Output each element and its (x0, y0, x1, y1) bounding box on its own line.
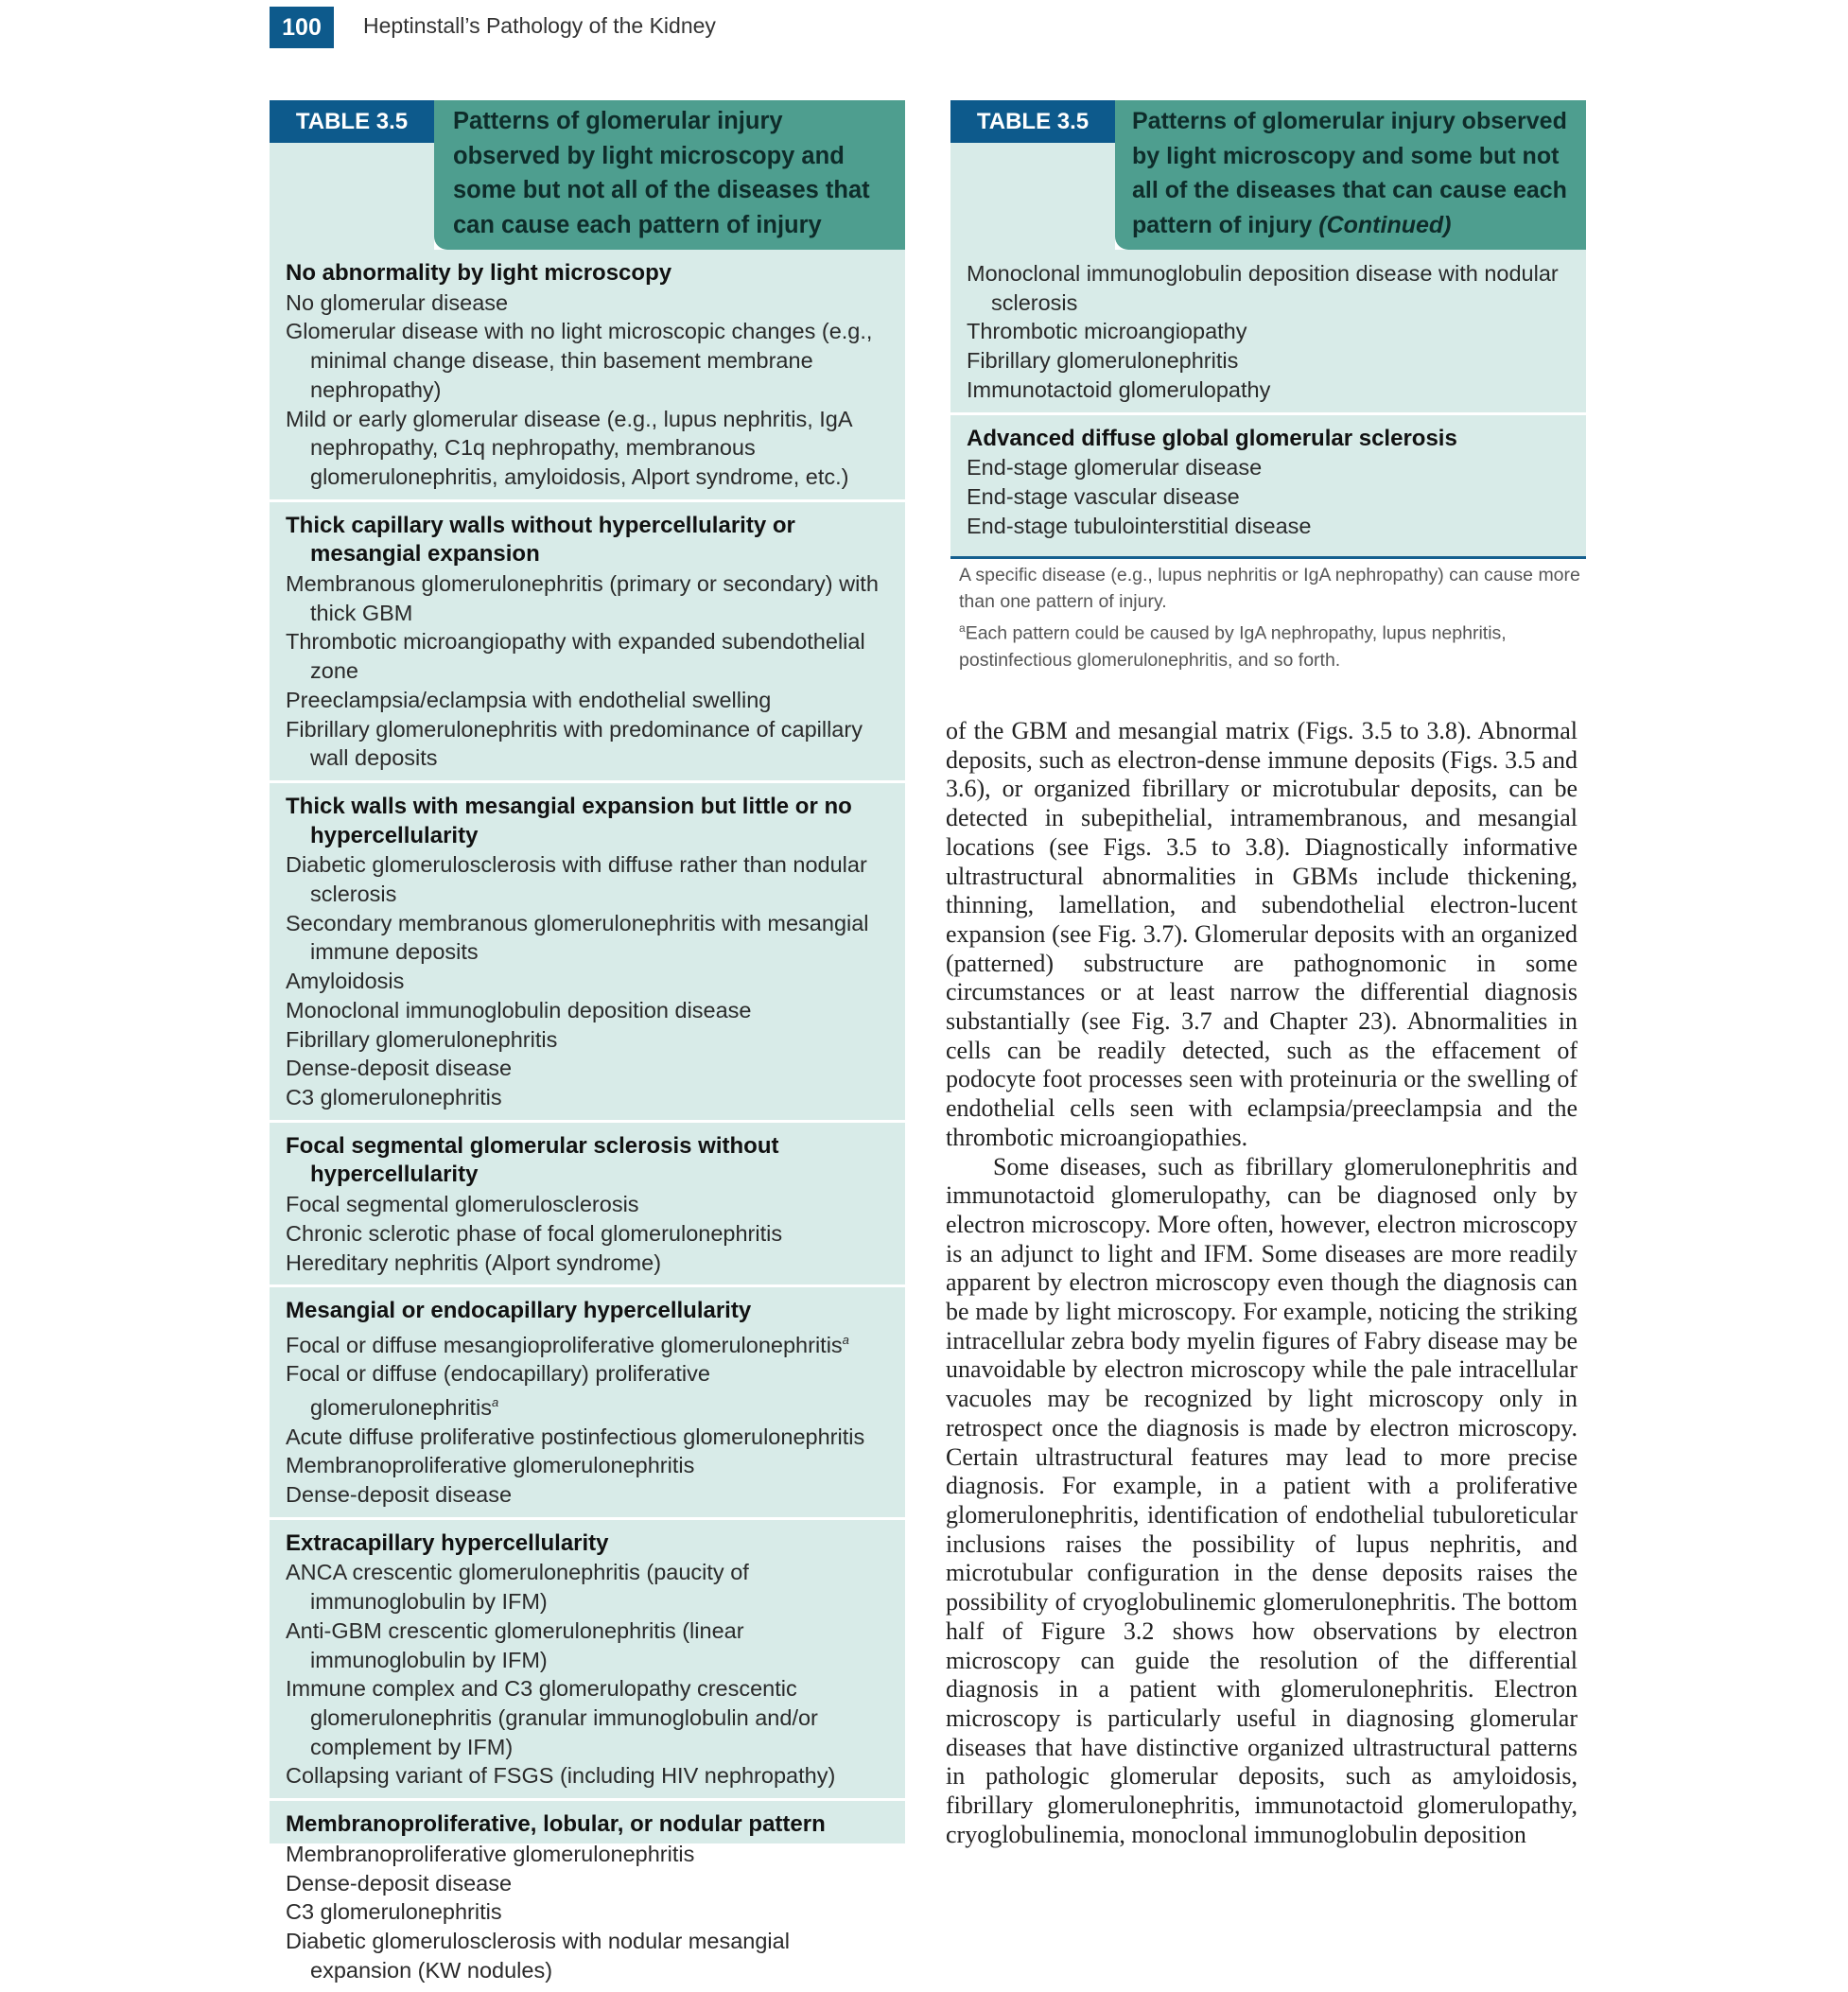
table-section (270, 1520, 905, 1801)
section-item: End-stage tubulointerstitial disease (967, 513, 1312, 538)
footnote: A specific disease (e.g., lupus nephritis or IgA nephropathy) can cause more than one pattern of injury. (959, 565, 1580, 612)
table-section (270, 1123, 905, 1288)
section-heading: Thick capillary walls without hypercellularity or mesangial expansion (286, 512, 795, 568)
paragraph: Some diseases, such as fibrillary glomerulonephritis and immunotactoid glomerulopathy, can be diagnosed only by electron microscopy. More often, however, electron microscopy is an adjunct to light and IFM. Some diseases are more readily apparent by electron microscopy even though the diagnosis can be made by light microscopy. For example, noticing the striking intracellular zebra body myelin figures of Fabry disease may be unavoidable by electron microscopy while the pale intracellular vacuoles may be recognized by light microscopy only in retrospect once the diagnosis is made by electron microscopy. Certain ultrastructural features may lead to more precise diagnosis. For example, in a patient with a proliferative glomerulonephritis, identification of endothelial tubuloreticular inclusions raises the possibility of lupus nephritis, and microtubular configuration in the dense deposits raises the possibility of cryoglobulinemic glomerulonephritis. The bottom half of Figure 3.2 shows how observations by electron microscopy can guide the resolution of the differential diagnosis in a patient with glomerulonephritis. Electron microscopy is particularly useful in diagnosing glomerular diseases that have distinctive organized ultrastructural patterns in pathologic glomerular deposits, such as amyloidosis, fibrillary glomerulonephritis, immunotactoid glomerulopathy, cryoglobulinemia, monoclonal immunoglobulin deposition (946, 1152, 1578, 1848)
table-section (270, 502, 905, 783)
table-footnotes (959, 562, 1583, 673)
footnote-marker: a (842, 1332, 849, 1347)
section-item: ANCA crescentic glomerulonephritis (paucity of immunoglobulin by IFM) (286, 1560, 749, 1615)
table-section (270, 1801, 905, 1992)
section-item: Diabetic glomerulosclerosis with nodular mesangial expansion (KW nodules) (286, 1928, 790, 1983)
table-left (270, 100, 905, 1983)
continued-label: (Continued) (1318, 211, 1452, 238)
paragraph: of the GBM and mesangial matrix (Figs. 3.5 to 3.8). Abnormal deposits, such as electron-dense immune deposits (Figs. 3.5 and 3.6), or organized fibrillary or microtubular deposits, can be detected in subepithelial, intramembranous, and mesangial locations (see Figs. 3.5 to 3.8). Diagnostically informative ultrastructural abnormalities in GBMs include thickening, thinning, lamellation, and subendothelial electron-lucent expansion (see Fig. 3.7). Glomerular deposits with an organized (patterned) substructure are pathognomonic in some circumstances or at least narrow the differential diagnosis substantially (see Fig. 3.7 and Chapter 23). Abnormalities in cells can be readily detected, such as the effacement of podocyte foot processes seen with proteinuria or the swelling of endothelial cells seen with eclampsia/preeclampsia and the thrombotic microangiopathies. (946, 717, 1578, 1151)
section-item: Membranoproliferative glomerulonephritis (286, 1453, 695, 1478)
section-item: Glomerular disease with no light microscopic changes (e.g., minimal change disease, thin basement membrane nephropathy) (286, 319, 873, 402)
section-item: Fibrillary glomerulonephritis (286, 1026, 558, 1052)
section-heading: Advanced diffuse global glomerular sclerosis (967, 425, 1457, 451)
section-item: Hereditary nephritis (Alport syndrome) (286, 1249, 662, 1275)
section-item: Monoclonal immunoglobulin deposition disease with nodular sclerosis (967, 261, 1559, 315)
page-number: 100 (270, 7, 334, 48)
section-item: Fibrillary glomerulonephritis with predominance of capillary wall deposits (286, 716, 863, 771)
section-item: Monoclonal immunoglobulin deposition disease (286, 997, 752, 1022)
section-item: End-stage vascular disease (967, 483, 1240, 509)
section-item: C3 glomerulonephritis (286, 1899, 502, 1925)
footnote-marker: a (492, 1395, 499, 1410)
section-item: Immune complex and C3 glomerulopathy crescentic glomerulonephritis (granular immunoglobulin and/or complement by IFM) (286, 1676, 818, 1759)
table-right (950, 100, 1586, 559)
table-caption: Patterns of glomerular injury observed by light microscopy and some but not all of the diseases that can cause each pattern of injury (434, 100, 905, 250)
section-heading: Thick walls with mesangial expansion but little or no hypercellularity (286, 793, 852, 848)
section-item: Thrombotic microangiopathy (967, 319, 1247, 344)
section-item: Membranoproliferative glomerulonephritis (286, 1841, 695, 1866)
section-item: Preeclampsia/eclampsia with endothelial swelling (286, 687, 772, 712)
table-caption: Patterns of glomerular injury observed by light microscopy and some but not all of the diseases that can cause each pattern of injury (Continued) (1115, 100, 1586, 250)
section-item: Dense-deposit disease (286, 1870, 513, 1896)
table-section (270, 783, 905, 1123)
section-heading: Membranoproliferative, lobular, or nodular pattern (286, 1811, 826, 1838)
footnote-marker: a (959, 621, 966, 635)
section-item: Chronic sclerotic phase of focal glomerulonephritis (286, 1220, 783, 1246)
running-title: Heptinstall’s Pathology of the Kidney (363, 13, 716, 38)
table-section (270, 1287, 905, 1520)
section-item: Acute diffuse proliferative postinfectious glomerulonephritis (286, 1424, 865, 1449)
table-label: TABLE 3.5 (950, 100, 1115, 143)
table-label: TABLE 3.5 (270, 100, 434, 143)
table-header (950, 100, 1586, 250)
section-item: No glomerular disease (286, 289, 509, 315)
section-item: Mild or early glomerular disease (e.g., lupus nephritis, IgA nephropathy, C1q nephropathy, membranous glomerulonephritis, amyloidosis, Alport syndrome, etc.) (286, 406, 852, 489)
section-item: Dense-deposit disease (286, 1056, 513, 1081)
section-item: Collapsing variant of FSGS (including HIV nephropathy) (286, 1763, 836, 1789)
section-item: C3 glomerulonephritis (286, 1084, 502, 1110)
section-item: Thrombotic microangiopathy with expanded subendothelial zone (286, 629, 865, 684)
section-item: End-stage glomerular disease (967, 455, 1263, 481)
table-section (270, 250, 905, 502)
section-heading: No abnormality by light microscopy (286, 260, 672, 286)
table-header (270, 100, 905, 250)
body-text (946, 717, 1578, 1849)
section-item: Dense-deposit disease (286, 1482, 513, 1508)
section-item: Diabetic glomerulosclerosis with diffuse rather than nodular sclerosis (286, 852, 867, 907)
section-item: Secondary membranous glomerulonephritis with mesangial immune deposits (286, 910, 869, 965)
section-item: Immunotactoid glomerulopathy (967, 376, 1271, 402)
section-item: Focal or diffuse (endocapillary) proliferative glomerulonephritis$^a$ (286, 1361, 710, 1420)
section-item: Focal or diffuse mesangioproliferative glomerulonephritis$^a$ (286, 1332, 849, 1357)
table-body (950, 250, 1586, 548)
table-body (270, 250, 905, 1992)
footnote: $^a$Each pattern could be caused by IgA nephropathy, lupus nephritis, postinfectious glomerulonephritis, and so forth. (959, 621, 1507, 671)
section-item: Anti-GBM crescentic glomerulonephritis (linear immunoglobulin by IFM) (286, 1617, 744, 1672)
section-item: Amyloidosis (286, 969, 405, 994)
section-heading: Focal segmental glomerular sclerosis without hypercellularity (286, 1132, 779, 1188)
table-section (950, 250, 1586, 415)
section-item: Fibrillary glomerulonephritis (967, 348, 1239, 374)
section-item: Focal segmental glomerulosclerosis (286, 1192, 639, 1217)
section-heading: Mesangial or endocapillary hypercellularity (286, 1298, 752, 1324)
table-section (950, 415, 1586, 549)
section-heading: Extracapillary hypercellularity (286, 1529, 609, 1556)
section-item: Membranous glomerulonephritis (primary or secondary) with thick GBM (286, 571, 879, 625)
